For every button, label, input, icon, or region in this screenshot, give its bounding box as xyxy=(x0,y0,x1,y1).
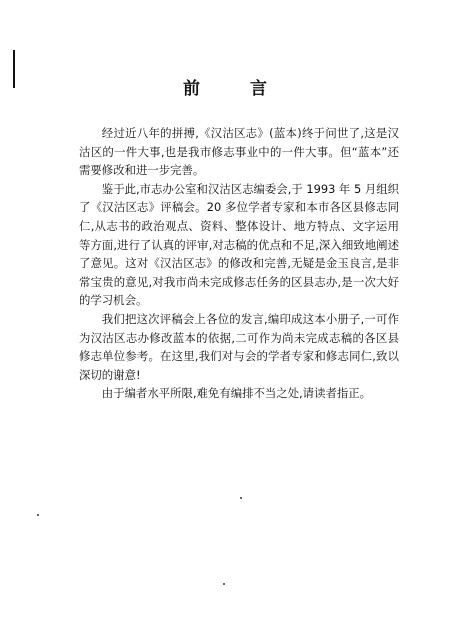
scan-speck xyxy=(223,583,225,585)
page-title: 前 言 xyxy=(183,79,289,99)
paragraph-4: 由于编者水平所限,难免有编排不当之处,请读者指正。 xyxy=(101,386,372,401)
scan-speck xyxy=(37,514,39,516)
paragraph-1: 经过近八年的拼搏,《汉沽区志》(蓝本)终于问世了,这是汉沽区的一件大事,也是我市修志事业中的一件大事。但“蓝本”还需要修改和进一步完善。 xyxy=(79,126,399,178)
preface-body xyxy=(79,124,399,403)
scan-speck xyxy=(240,497,242,499)
paragraph-2: 鉴于此,市志办公室和汉沽区志编委会,于 1993 年 5 月组织了《汉沽区志》评稿会。20 多位学者专家和本市各区县修志同仁,从志书的政治观点、资料、整体设计、地方特点、文字运用等方面,进行了认真的评审,对志稿的优点和不足,深入细致地阐述了意见。这对《汉沽区志》的修改和完善,无疑是金玉良言,是非常宝贵的意见,对我市尚未完成修志任务的区县志办,是一次大好的学习机会。 xyxy=(79,181,399,308)
paragraph-3: 我们把这次评稿会上各位的发言,编印成这本小册子,一可作为汉沽区志办修改蓝本的依据,二可作为尚未完成志稿的各区县修志单位参考。在这里,我们对与会的学者专家和修志同仁,致以深切的谢意! xyxy=(79,311,399,382)
